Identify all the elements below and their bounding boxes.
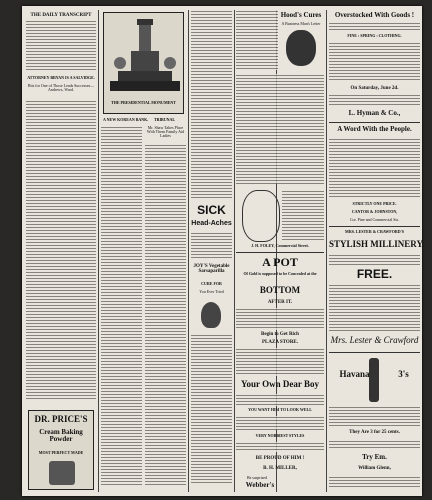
hyman-name: L. Hyman & Co.,: [348, 109, 401, 117]
text-block: [191, 10, 232, 198]
text-block: [191, 334, 232, 484]
pot-headline: A POT: [262, 255, 298, 269]
lester-heading: MRS. LESTER & CRAWFORD'S: [345, 229, 404, 234]
text-block: [329, 94, 420, 106]
text-block: [145, 144, 186, 486]
free-headline: FREE.: [356, 267, 393, 281]
article-heading: ATTORNEY BRYAN IS A SALVIDGE.: [27, 75, 95, 80]
spring-clothing-label: FINE : SPRING : CLOTHING.: [347, 33, 402, 38]
baking-powder-ad: [28, 410, 94, 490]
pot-subheadline: Of Gold is supposed to be Concealed at the: [243, 271, 317, 276]
hoods-title: Hood's Cures: [280, 11, 322, 19]
divider: [329, 122, 420, 123]
illustration-caption: THE PRESIDENTIAL MONUMENT: [111, 100, 176, 105]
try-em-label: Try Em.: [362, 453, 387, 461]
divider: [329, 352, 420, 353]
newspaper-page: [22, 6, 422, 496]
text-block: [329, 406, 420, 426]
cure-label: CURE FOR: [201, 281, 222, 286]
text-block: [236, 442, 324, 452]
article-subheading: Bits for One of Those Leads Successes—Andrews, Ward.: [27, 83, 95, 93]
woman-portrait-icon: [201, 302, 221, 328]
word-headline: A Word With the People.: [337, 125, 412, 133]
price-label: They Are 3 for 25 cents.: [349, 430, 400, 435]
text-block: [329, 22, 420, 32]
one-price-label: STRICTLY ONE PRICE.: [352, 201, 397, 206]
text-block: [236, 308, 324, 330]
baking-can-icon: [49, 461, 75, 485]
column-rule: [234, 10, 235, 492]
after-it-label: AFTER IT.: [267, 300, 293, 305]
get-rich-headline: Begin to Get Rich: [261, 332, 299, 337]
text-block: [329, 254, 420, 266]
gentleman-figure-icon: [369, 358, 379, 402]
overstocked-headline: Overstocked With Goods !: [334, 11, 415, 19]
plaza-store-label: PLAZA STORE.: [261, 340, 299, 345]
flower-illustration-icon: [242, 190, 280, 242]
text-block: [236, 74, 324, 184]
text-block: [329, 138, 420, 198]
man-portrait-icon: [286, 30, 316, 66]
text-block: [236, 348, 324, 376]
article-subheading: Mr. Shaw Takes Place With Them Family Aid Ladies: [146, 125, 185, 139]
nobbiest-label: VERY NOBBIEST STYLES: [255, 433, 305, 438]
column-5: [329, 10, 423, 492]
divider: [236, 252, 324, 253]
column-rule: [98, 10, 99, 492]
text-block: [329, 42, 420, 82]
column-rule: [188, 10, 189, 492]
hoods-subtitle: A Business Man's Letter: [281, 21, 321, 26]
column-2: [101, 10, 186, 492]
surprise-label: Be surprised: [246, 475, 268, 480]
text-block: [191, 232, 232, 260]
headaches-headline: Head-Aches: [191, 220, 232, 227]
column-1: [26, 10, 96, 492]
glenn-name: William Glenn,: [358, 466, 391, 471]
text-block: [236, 394, 324, 406]
column-3: [191, 10, 232, 492]
lester-signature: Mrs. Lester & Crawford: [330, 335, 419, 345]
column-rule: [326, 10, 327, 492]
text-block: [236, 10, 278, 70]
monument-icon: [104, 13, 185, 99]
cantor-name: CANTOR & JOHNSTON,: [351, 209, 398, 214]
millinery-headline: STYLISH MILLINERY: [329, 239, 423, 249]
column-4: [236, 10, 324, 492]
havana-headline: Havana: [339, 369, 370, 379]
sick-headline: SICK: [197, 203, 226, 217]
miller-name: B. H. MILLER,: [263, 466, 297, 471]
threes-headline: 3's: [398, 369, 409, 379]
text-block: [26, 100, 96, 400]
text-block: [236, 416, 324, 430]
ad-tagline: MOST PERFECT MADE: [38, 450, 84, 455]
text-block: [282, 190, 324, 240]
dear-boy-headline: Your Own Dear Boy: [241, 379, 319, 389]
foley-address: J. H. FOLEY, Commercial Street.: [251, 243, 309, 248]
look-well-label: YOU WANT HIM TO LOOK WELL: [248, 407, 312, 412]
bottom-headline: BOTTOM: [259, 285, 301, 295]
ad-product: Cream Baking Powder: [39, 428, 83, 444]
text-block: [329, 476, 420, 488]
saturday-label: On Saturday, June 2d.: [350, 86, 399, 91]
text-block: [329, 440, 420, 450]
text-block: [329, 284, 420, 332]
tried-label: You Ever Tried: [199, 289, 224, 294]
proud-label: BE PROUD OF HIM !: [255, 456, 305, 461]
masthead: THE DAILY TRANSCRIPT: [30, 13, 92, 18]
article-heading: TRIBUNAL: [153, 117, 176, 122]
text-block: [26, 20, 96, 72]
joys-ad: JOY'S Vegetable Sarsaparilla: [193, 264, 230, 275]
article-heading: A NEW KOREAN BANK.: [103, 117, 149, 122]
text-block: [101, 126, 142, 486]
webbers-label: Webber's: [245, 481, 275, 489]
cantor-address: Cor. Pine and Commercial Sts.: [349, 217, 400, 222]
divider: [329, 226, 420, 227]
ad-brand: DR. PRICE'S: [34, 414, 88, 424]
monument-illustration: [103, 12, 184, 114]
